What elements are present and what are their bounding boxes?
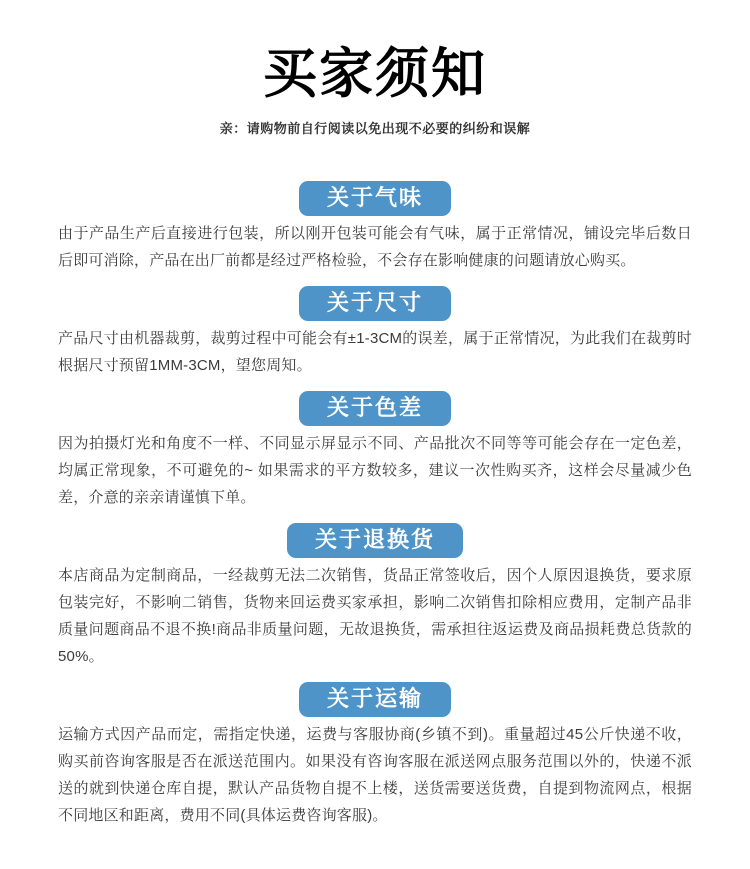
section-shipping bbox=[58, 682, 692, 829]
page-title: 买家须知 bbox=[263, 44, 487, 104]
section-size bbox=[58, 286, 692, 379]
section-body-shipping: 运输方式因产品而定，需指定快递，运费与客服协商(乡镇不到)。重量超过45公斤快递不收，购买前咨询客服是否在派送范围内。如果没有咨询客服在派送网点服务范围以外的，快递不派送的就到快递仓库自提，默认产品货物自提不上楼，送货需要送货费，自提到物流网点，根据不同地区和距离，费用不同(具体运费咨询客服)。 bbox=[58, 726, 692, 825]
section-header-shipping: 关于运输 bbox=[299, 682, 451, 717]
section-header-color-difference: 关于色差 bbox=[299, 391, 451, 426]
section-header-size: 关于尺寸 bbox=[299, 286, 451, 321]
section-body-odor: 由于产品生产后直接进行包装，所以刚开包装可能会有气味，属于正常情况，铺设完毕后数日后即可消除，产品在出厂前都是经过严格检验，不会存在影响健康的问题请放心购买。 bbox=[58, 225, 692, 270]
page-subtitle: 亲：请购物前自行阅读以免出现不必要的纠纷和误解 bbox=[219, 121, 531, 137]
section-odor bbox=[58, 181, 692, 274]
section-returns bbox=[58, 523, 692, 670]
section-header-odor: 关于气味 bbox=[299, 181, 451, 216]
section-color-difference bbox=[58, 391, 692, 511]
section-body-returns: 本店商品为定制商品，一经裁剪无法二次销售，货品正常签收后，因个人原因退换货，要求原包装完好，不影响二销售，货物来回运费买家承担，影响二次销售扣除相应费用，定制产品非质量问题商品不退不换!商品非质量问题，无故退换货，需承担往返运费及商品损耗费总货款的50%。 bbox=[58, 567, 692, 666]
section-header-returns: 关于退换货 bbox=[287, 523, 463, 558]
section-body-size: 产品尺寸由机器裁剪，裁剪过程中可能会有±1-3CM的误差，属于正常情况，为此我们在裁剪时根据尺寸预留1MM-3CM，望您周知。 bbox=[58, 330, 692, 375]
section-body-color-difference: 因为拍摄灯光和角度不一样、不同显示屏显示不同、产品批次不同等等可能会存在一定色差，均属正常现象，不可避免的~ 如果需求的平方数较多，建议一次性购买齐，这样会尽量减少色差，介意的亲亲请谨慎下单。 bbox=[58, 435, 692, 507]
